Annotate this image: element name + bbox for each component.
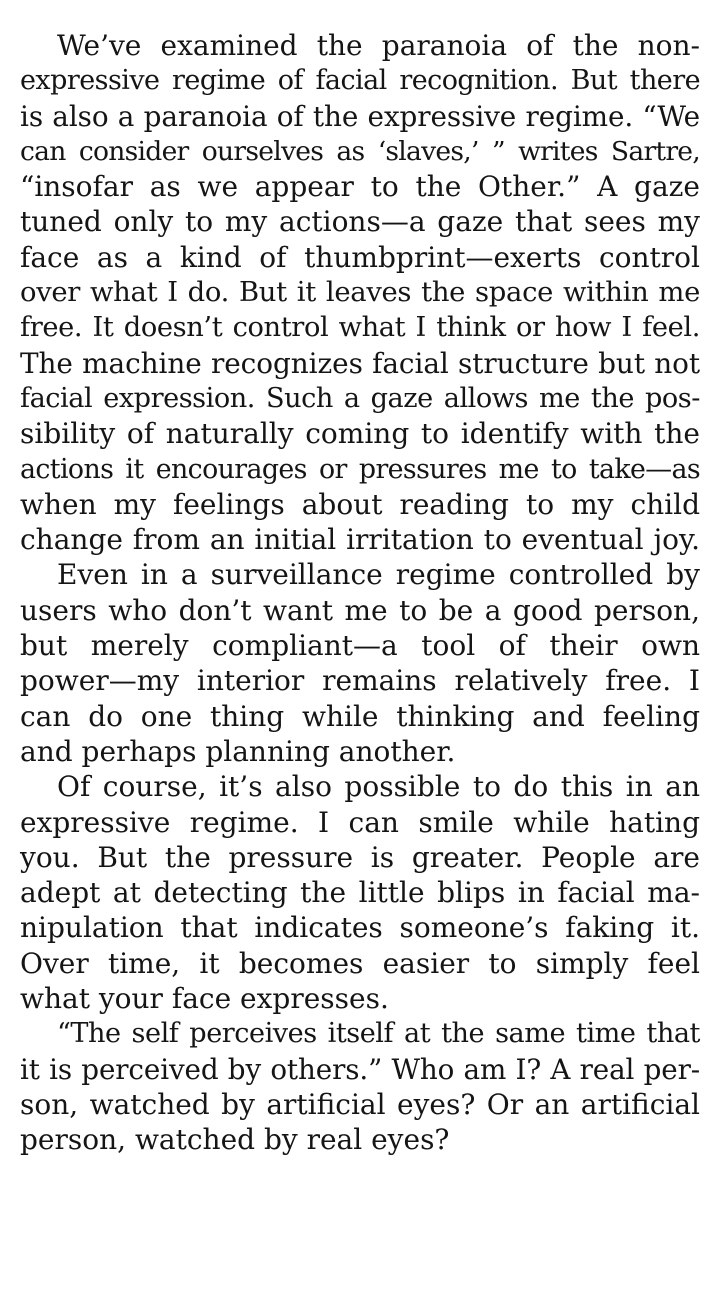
text-line: expressive regime of facial recognition. But there <box>20 65 700 97</box>
text-line: “The self perceives itself at the same time that <box>57 1018 700 1050</box>
text-line: but merely compliant—a tool of their own <box>20 629 700 663</box>
text-line: over what I do. But it leaves the space within me <box>20 277 700 309</box>
text-line: can do one thing while thinking and feeling <box>20 699 700 733</box>
text-line: what your face expresses. <box>20 982 389 1016</box>
text-line: sibility of naturally coming to identify with the <box>20 417 700 451</box>
paragraph-1 <box>20 28 700 557</box>
text-line: tuned only to my actions—a gaze that sees my <box>20 205 700 239</box>
text-line: it is perceived by others.” Who am I? A real per- <box>20 1052 700 1086</box>
text-line: Of course, it’s also possible to do this in an <box>57 770 700 804</box>
text-line: and perhaps planning another. <box>20 734 456 768</box>
text-line: actions it encourages or pressures me to take—as <box>20 453 700 485</box>
text-line: facial expression. Such a gaze allows me the pos- <box>20 382 700 414</box>
text-line: expressive regime. I can smile while hating <box>20 805 700 839</box>
text-line: nipulation that indicates someone’s faking it. <box>20 911 700 945</box>
book-page-text <box>20 28 700 1158</box>
text-line: The machine recognizes facial structure but not <box>20 346 700 380</box>
text-line: son, watched by artificial eyes? Or an artificial <box>20 1087 700 1121</box>
text-line: Over time, it becomes easier to simply feel <box>20 946 700 980</box>
text-line: when my feelings about reading to my child <box>20 487 700 521</box>
text-line: face as a kind of thumbprint—exerts control <box>20 240 700 274</box>
paragraph-3 <box>20 769 700 1016</box>
text-line: person, watched by real eyes? <box>20 1123 450 1157</box>
text-line: can consider ourselves as ‘slaves,’ ” writes Sartre, <box>20 135 700 167</box>
paragraph-2 <box>20 557 700 769</box>
paragraph-4 <box>20 1016 700 1157</box>
text-line: Even in a surveillance regime controlled by <box>57 558 700 592</box>
text-line: users who don’t want me to be a good person, <box>20 593 700 627</box>
text-line: adept at detecting the little blips in facial ma- <box>20 876 700 910</box>
text-line: We’ve examined the paranoia of the non- <box>57 29 700 62</box>
text-line: you. But the pressure is greater. People are <box>20 840 700 874</box>
text-line: “insofar as we appear to the Other.” A gaze <box>20 170 700 204</box>
text-line: free. It doesn’t control what I think or how I feel. <box>20 312 700 344</box>
text-line: is also a paranoia of the expressive regime. “We <box>20 99 700 133</box>
text-line: change from an initial irritation to eventual joy. <box>20 523 700 557</box>
text-line: power—my interior remains relatively free. I <box>20 664 700 698</box>
